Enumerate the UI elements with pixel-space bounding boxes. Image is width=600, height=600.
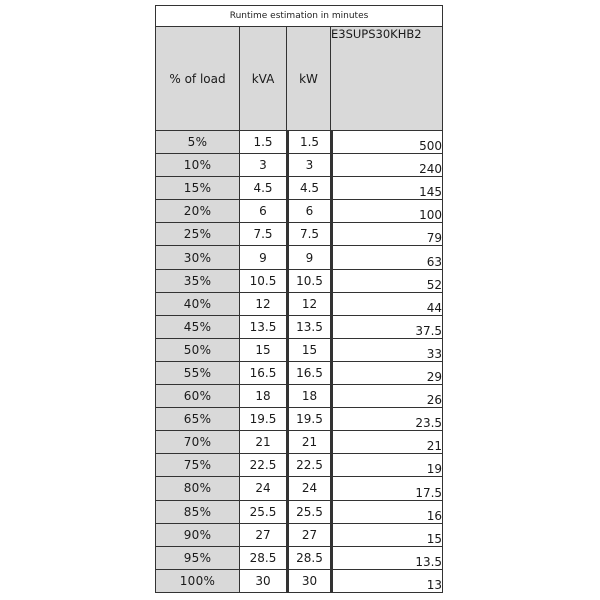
table-row	[155, 524, 443, 547]
kva-cell: 28.5	[239, 547, 286, 570]
table-row	[155, 547, 443, 570]
kva-cell: 13.5	[239, 316, 286, 339]
runtime-cell: 23.5	[330, 408, 443, 431]
load-cell: 45%	[155, 316, 239, 339]
load-cell: 30%	[155, 246, 239, 269]
table-row	[155, 408, 443, 431]
kva-cell: 10.5	[239, 270, 286, 293]
runtime-cell: 79	[330, 223, 443, 246]
kva-cell: 25.5	[239, 501, 286, 524]
table-row	[155, 362, 443, 385]
table-row	[155, 177, 443, 200]
table-row	[155, 570, 443, 593]
kva-cell: 15	[239, 339, 286, 362]
header-model: E3SUPS30KHB2	[330, 27, 443, 131]
kw-cell: 16.5	[286, 362, 330, 385]
runtime-cell: 500	[330, 131, 443, 154]
kva-cell: 19.5	[239, 408, 286, 431]
load-cell: 25%	[155, 223, 239, 246]
header-load: % of load	[155, 27, 239, 131]
table-row	[155, 339, 443, 362]
table-title: Runtime estimation in minutes	[155, 5, 443, 27]
kva-cell: 1.5	[239, 131, 286, 154]
table-row	[155, 501, 443, 524]
kva-cell: 27	[239, 524, 286, 547]
load-cell: 60%	[155, 385, 239, 408]
kw-cell: 21	[286, 431, 330, 454]
kva-cell: 12	[239, 293, 286, 316]
kva-cell: 21	[239, 431, 286, 454]
kw-cell: 25.5	[286, 501, 330, 524]
load-cell: 10%	[155, 154, 239, 177]
runtime-cell: 33	[330, 339, 443, 362]
load-cell: 40%	[155, 293, 239, 316]
runtime-cell: 52	[330, 270, 443, 293]
runtime-cell: 100	[330, 200, 443, 223]
runtime-cell: 240	[330, 154, 443, 177]
load-cell: 75%	[155, 454, 239, 477]
table-body	[155, 131, 443, 593]
load-cell: 15%	[155, 177, 239, 200]
kw-cell: 6	[286, 200, 330, 223]
runtime-estimation-table	[155, 5, 443, 593]
kw-cell: 13.5	[286, 316, 330, 339]
header-row	[155, 27, 443, 131]
table-row	[155, 246, 443, 269]
load-cell: 90%	[155, 524, 239, 547]
load-cell: 55%	[155, 362, 239, 385]
kva-cell: 22.5	[239, 454, 286, 477]
header-kw: kW	[286, 27, 330, 131]
table-row	[155, 454, 443, 477]
table-row	[155, 431, 443, 454]
kw-cell: 28.5	[286, 547, 330, 570]
load-cell: 100%	[155, 570, 239, 593]
table-row	[155, 200, 443, 223]
kw-cell: 27	[286, 524, 330, 547]
kw-cell: 3	[286, 154, 330, 177]
header-kva: kVA	[239, 27, 286, 131]
runtime-cell: 21	[330, 431, 443, 454]
kw-cell: 7.5	[286, 223, 330, 246]
runtime-cell: 13	[330, 570, 443, 593]
table-row	[155, 293, 443, 316]
runtime-cell: 16	[330, 501, 443, 524]
load-cell: 80%	[155, 477, 239, 500]
kw-cell: 9	[286, 246, 330, 269]
load-cell: 95%	[155, 547, 239, 570]
kw-cell: 4.5	[286, 177, 330, 200]
table-row	[155, 131, 443, 154]
kva-cell: 4.5	[239, 177, 286, 200]
kva-cell: 24	[239, 477, 286, 500]
runtime-cell: 37.5	[330, 316, 443, 339]
table-row	[155, 270, 443, 293]
kva-cell: 30	[239, 570, 286, 593]
runtime-cell: 17.5	[330, 477, 443, 500]
kw-cell: 10.5	[286, 270, 330, 293]
kva-cell: 6	[239, 200, 286, 223]
kva-cell: 9	[239, 246, 286, 269]
load-cell: 65%	[155, 408, 239, 431]
load-cell: 5%	[155, 131, 239, 154]
runtime-cell: 63	[330, 246, 443, 269]
runtime-cell: 145	[330, 177, 443, 200]
load-cell: 85%	[155, 501, 239, 524]
runtime-cell: 13.5	[330, 547, 443, 570]
kw-cell: 12	[286, 293, 330, 316]
table-row	[155, 316, 443, 339]
load-cell: 50%	[155, 339, 239, 362]
kva-cell: 7.5	[239, 223, 286, 246]
load-cell: 35%	[155, 270, 239, 293]
table-row	[155, 385, 443, 408]
kw-cell: 1.5	[286, 131, 330, 154]
kw-cell: 30	[286, 570, 330, 593]
kw-cell: 24	[286, 477, 330, 500]
runtime-cell: 44	[330, 293, 443, 316]
runtime-cell: 19	[330, 454, 443, 477]
load-cell: 20%	[155, 200, 239, 223]
runtime-cell: 15	[330, 524, 443, 547]
table-row	[155, 154, 443, 177]
table-row	[155, 477, 443, 500]
load-cell: 70%	[155, 431, 239, 454]
table-row	[155, 223, 443, 246]
kw-cell: 19.5	[286, 408, 330, 431]
runtime-cell: 26	[330, 385, 443, 408]
kw-cell: 22.5	[286, 454, 330, 477]
kva-cell: 3	[239, 154, 286, 177]
kva-cell: 18	[239, 385, 286, 408]
kva-cell: 16.5	[239, 362, 286, 385]
runtime-cell: 29	[330, 362, 443, 385]
kw-cell: 15	[286, 339, 330, 362]
kw-cell: 18	[286, 385, 330, 408]
